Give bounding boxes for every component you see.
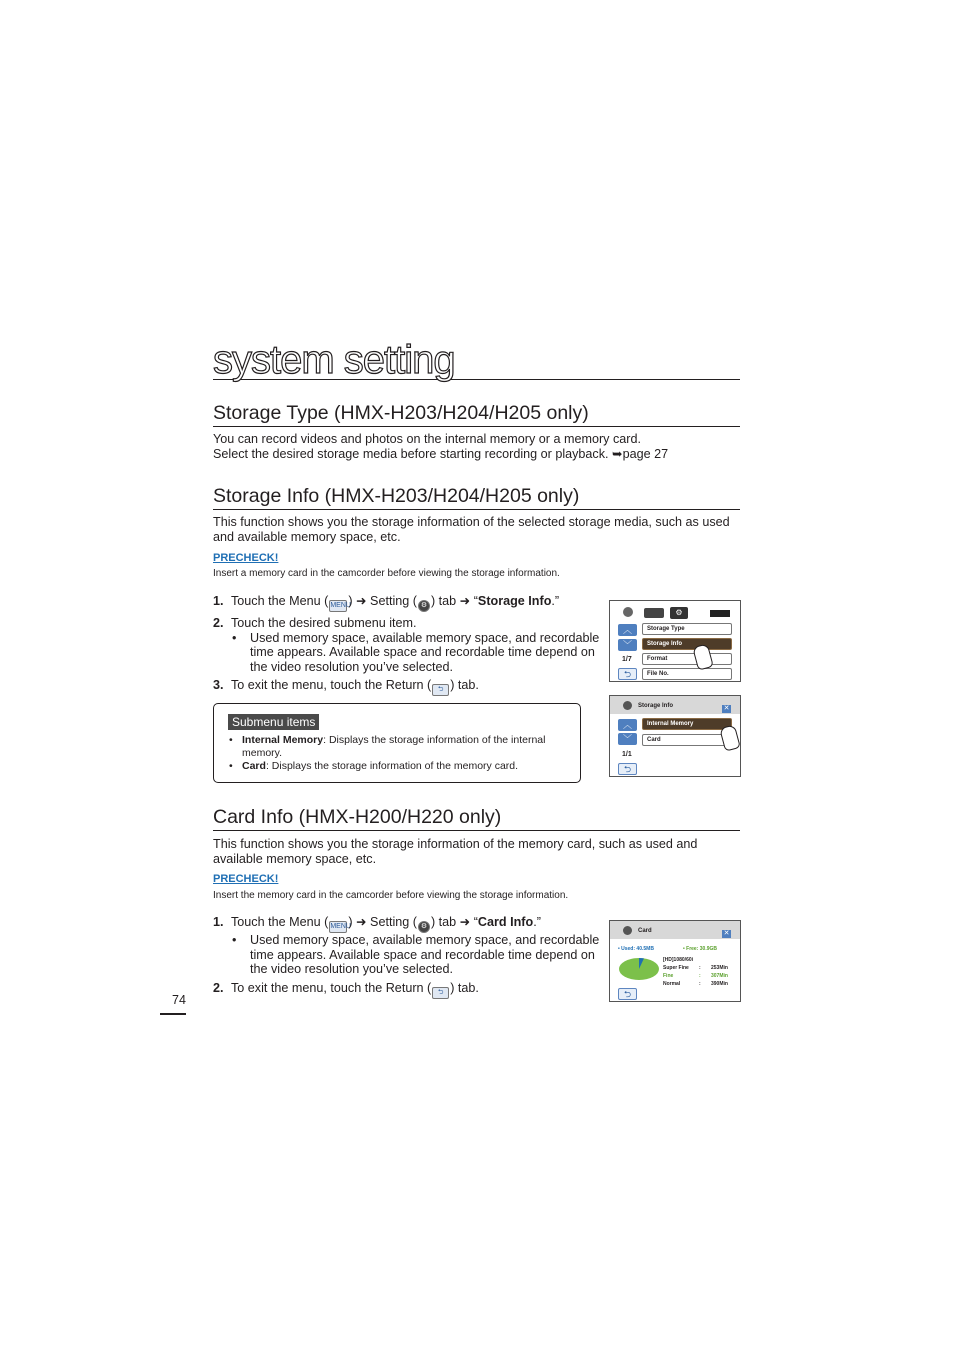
used-space-label: • Used: 40.5MB <box>618 946 654 952</box>
submenu-tag: Submenu items <box>228 714 319 730</box>
page-indicator: 1/7 <box>622 656 632 663</box>
time-fine: 307Min <box>711 973 728 979</box>
submenu-items-box <box>213 703 581 783</box>
setting-gear-icon <box>623 701 632 710</box>
step-3 <box>213 678 603 696</box>
close-icon[interactable]: ✕ <box>723 705 730 712</box>
step-number: 2. <box>213 616 224 630</box>
screen-title: Storage Info <box>638 703 674 709</box>
quality-super-fine: Super Fine <box>663 965 689 971</box>
storage-type-line2: Select the desired storage media before starting recording or playback. ➥page 27 <box>213 447 669 461</box>
usage-pie-chart <box>618 957 660 981</box>
step-text: ) tab. <box>450 980 479 995</box>
storage-type-line1: You can record videos and photos on the internal memory or a memory card. <box>213 432 641 446</box>
step-text: To exit the menu, touch the Return ( <box>231 678 432 693</box>
step-number: 2. <box>213 980 224 995</box>
scroll-up-button[interactable]: ︿ <box>618 624 637 636</box>
colon: : <box>699 973 701 979</box>
screen-storage-info <box>609 695 741 777</box>
step-number: 1. <box>213 594 224 608</box>
step-bold-text: Storage Info <box>477 594 552 608</box>
colon: : <box>699 965 701 971</box>
submenu-item-name: Card <box>242 760 266 772</box>
step-text: ) tab ➜ “ <box>430 594 478 608</box>
section-title-storage-info: Storage Info (HMX-H203/H204/H205 only) <box>213 484 740 510</box>
colon: : <box>699 981 701 987</box>
return-icon: ⮌ <box>432 684 449 696</box>
submenu-item-internal-memory <box>226 734 566 760</box>
submenu-item-desc: : Displays the storage information of the memory card. <box>265 760 519 772</box>
page-number: 74 <box>172 993 186 1007</box>
menu-row-file-no[interactable]: File No. <box>642 668 732 680</box>
card-info-intro: This function shows you the storage information of the memory card, such as used and available memory space, etc. <box>213 837 698 866</box>
chapter-title-text: system setting <box>213 338 455 382</box>
precheck-text: Insert a memory card in the camcorder before viewing the storage information. <box>213 568 560 579</box>
menu-row-internal-memory[interactable]: Internal Memory <box>642 718 732 730</box>
storage-info-steps <box>213 594 603 700</box>
resolution-mode: [HD]1080/60i <box>663 957 694 963</box>
submenu-item-desc: : Displays the storage information of the internal memory. <box>242 734 546 759</box>
menu-row-card[interactable]: Card <box>642 734 732 746</box>
scroll-down-button[interactable]: ﹀ <box>618 639 637 651</box>
close-icon[interactable]: ✕ <box>723 930 730 937</box>
submenu-item-name: Internal Memory <box>242 734 324 746</box>
quality-fine: Fine <box>663 973 674 979</box>
step-1-bullet: • Used memory space, available memory space, and recordable time appears. Available space and recordable time depend on the video resolution you’ve selected. <box>213 933 603 977</box>
step-text: ) ➜ Setting ( <box>348 594 417 608</box>
page-number-rule <box>160 1013 186 1015</box>
precheck-link[interactable]: PRECHECK! <box>213 552 279 564</box>
time-super-fine: 253Min <box>711 965 728 971</box>
chapter-title <box>213 338 740 380</box>
quality-normal: Normal <box>663 981 681 987</box>
step-2-bullet: • Used memory space, available memory space, and recordable time appears. Available space and recordable time depend on the video resolution you’ve selected. <box>213 631 603 675</box>
step-text: Touch the Menu ( <box>231 594 329 608</box>
page-indicator: 1/1 <box>622 751 632 758</box>
menu-row-format[interactable]: Format <box>642 653 732 665</box>
return-button[interactable]: ⮌ <box>618 988 637 1000</box>
touch-hand-icon <box>719 724 741 751</box>
step-text: Touch the desired submenu item. <box>231 616 417 630</box>
setting-tab-icon[interactable]: ⚙ <box>670 607 688 619</box>
camera-mode-icon <box>623 607 633 617</box>
free-space-label: • Free: 30.9GB <box>683 946 717 952</box>
menu-row-storage-info[interactable]: Storage Info <box>642 638 732 650</box>
step-2 <box>213 981 603 999</box>
step-number: 3. <box>213 678 224 693</box>
return-icon: ⮌ <box>432 987 449 999</box>
storage-type-body <box>213 432 740 462</box>
setting-gear-icon <box>623 926 632 935</box>
step-1 <box>213 915 603 977</box>
menu-icon: MENU <box>329 921 347 933</box>
time-normal: 390Min <box>711 981 728 987</box>
submenu-list <box>226 734 566 773</box>
step-text: ) ➜ Setting ( <box>348 915 417 929</box>
step-text: .” <box>533 915 541 929</box>
screen-card-info <box>609 920 741 1002</box>
step-bold-text: Card Info <box>477 915 534 929</box>
tab-video-icon[interactable] <box>644 608 664 618</box>
menu-icon: MENU <box>329 600 347 612</box>
step-number: 1. <box>213 915 224 929</box>
submenu-item-card <box>226 760 566 773</box>
storage-status-icon <box>710 610 730 617</box>
return-button[interactable]: ⮌ <box>618 668 637 680</box>
scroll-up-button[interactable]: ︿ <box>618 719 637 731</box>
screen-menu <box>609 600 741 682</box>
return-button[interactable]: ⮌ <box>618 763 637 775</box>
storage-info-intro: This function shows you the storage information of the selected storage media, such as used and available memory space, etc. <box>213 515 730 544</box>
precheck-link[interactable]: PRECHECK! <box>213 873 279 885</box>
card-info-steps <box>213 915 603 1003</box>
section-title-card-info: Card Info (HMX-H200/H220 only) <box>213 805 740 831</box>
step-text: ) tab. <box>450 678 479 693</box>
step-1 <box>213 594 603 612</box>
screen-title: Card <box>638 928 652 934</box>
menu-row-storage-type[interactable]: Storage Type <box>642 623 732 635</box>
setting-gear-icon: ⚙ <box>418 600 430 612</box>
step-text: .” <box>551 594 560 608</box>
step-2 <box>213 616 603 674</box>
setting-gear-icon: ⚙ <box>418 921 430 933</box>
scroll-down-button[interactable]: ﹀ <box>618 733 637 745</box>
step-text: To exit the menu, touch the Return ( <box>231 980 432 995</box>
precheck-text: Insert the memory card in the camcorder before viewing the storage information. <box>213 890 569 901</box>
section-title-storage-type: Storage Type (HMX-H203/H204/H205 only) <box>213 401 740 427</box>
step-text: Touch the Menu ( <box>231 915 329 929</box>
step-text: ) tab ➜ “ <box>430 915 478 929</box>
